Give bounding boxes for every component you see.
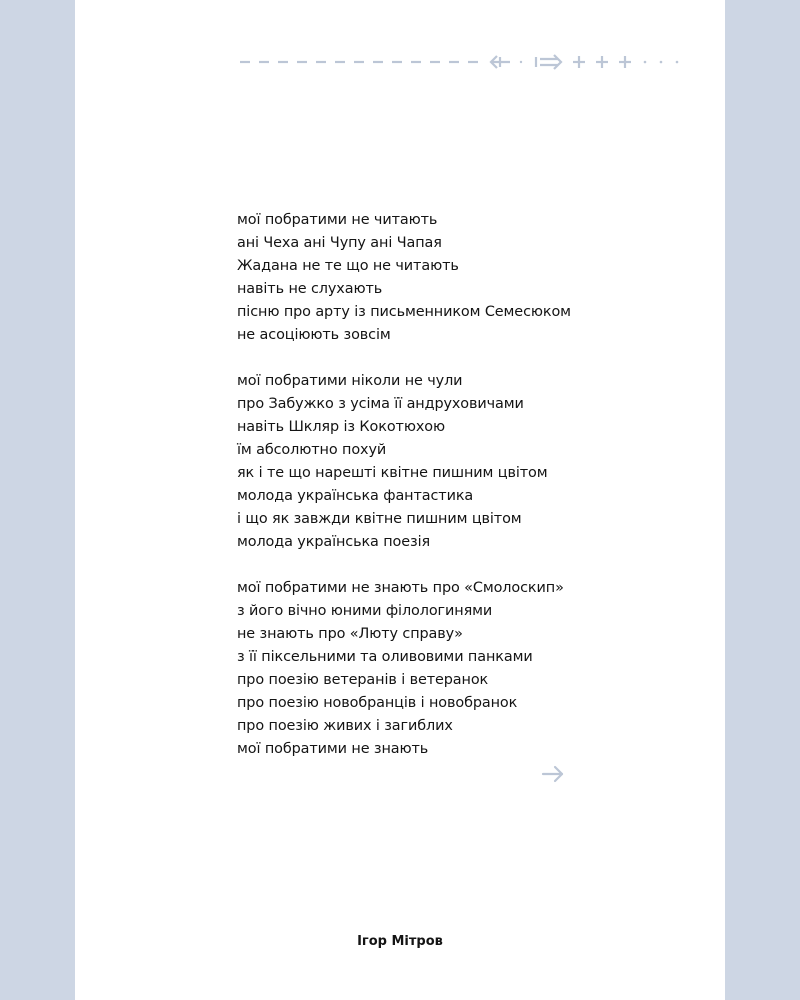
poem-line: мої побратими не знають про «Смолоскип» [237, 580, 564, 596]
poem-line: як і те що нарешті квітне пишним цвітом [237, 465, 548, 481]
poem-line: мої побратими не читають [237, 212, 438, 228]
poem-line: молода українська фантастика [237, 488, 474, 504]
poem-line: про Забужко з усіма її андруховичами [237, 396, 524, 412]
poem-line: з його вічно юними філологинями [237, 603, 493, 619]
poem-line: пісню про арту із письменником Семесюком [237, 304, 571, 320]
poem-line: про поезію живих і загиблих [237, 718, 453, 734]
stanza-1 [237, 209, 697, 347]
arrow-right-icon[interactable] [541, 764, 565, 784]
poem-line: не знають про «Люту справу» [237, 626, 463, 642]
poem-line: навіть не слухають [237, 281, 383, 297]
dashed-arrows-ornament-icon [238, 52, 683, 70]
poem-line: з її піксельними та оливовими панками [237, 649, 533, 665]
poem-line: Жадана не те що не читають [237, 258, 459, 274]
poem-line: навіть Шкляр із Кокотюхою [237, 419, 445, 435]
poem-line: молода українська поезія [237, 534, 431, 550]
poem-line: мої побратими ніколи не чули [237, 373, 463, 389]
poem-line: і що як завжди квітне пишним цвітом [237, 511, 522, 527]
poem-line: їм абсолютно похуй [237, 442, 387, 458]
poem-line: мої побратими не знають [237, 741, 429, 757]
poem [237, 209, 697, 761]
author-name: Ігор Мітров [357, 934, 443, 949]
stanza-2 [237, 370, 697, 554]
poem-line: про поезію ветеранів і ветеранок [237, 672, 489, 688]
stanza-3 [237, 577, 697, 761]
poem-line: не асоціюють зовсім [237, 327, 391, 343]
poem-line: ані Чеха ані Чупу ані Чапая [237, 235, 442, 251]
poem-line: про поезію новобранців і новобранок [237, 695, 518, 711]
